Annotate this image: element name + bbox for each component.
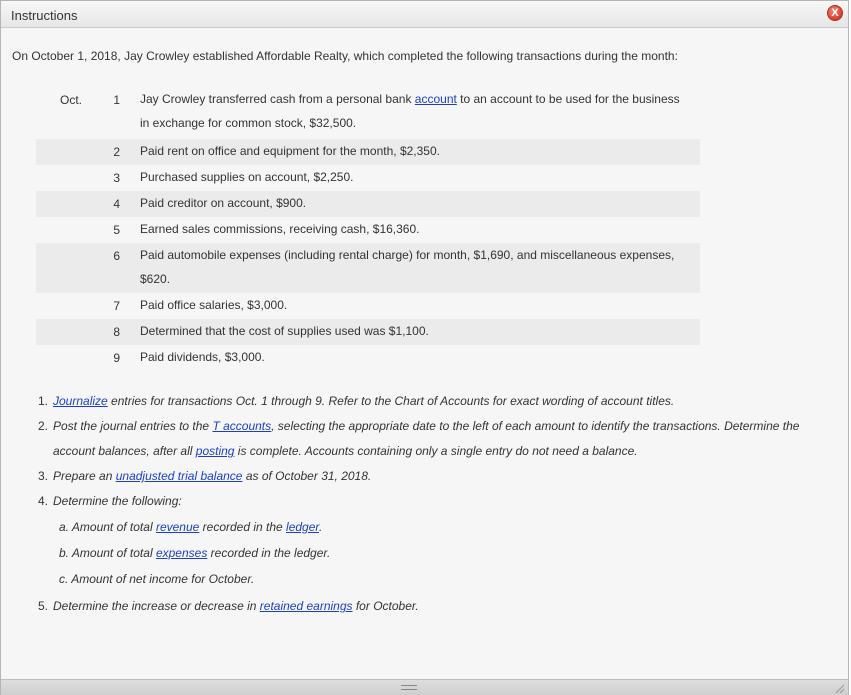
table-row [36, 345, 700, 371]
task-4c: c. Amount of net income for October. [59, 572, 255, 586]
table-row [36, 165, 700, 191]
task-1 [38, 389, 828, 414]
text-segment: a. Amount of total [59, 520, 156, 534]
transaction-text: Paid creditor on account, $900. [140, 196, 307, 210]
ledger-link[interactable]: ledger [286, 520, 319, 534]
transaction-text: Determined that the cost of supplies used was $1,100. [140, 324, 429, 338]
transaction-day: 7 [113, 299, 120, 313]
transaction-text: Paid automobile expenses (including rental charge) for month, $1,690, and miscellaneous expenses, $620. [140, 248, 675, 286]
title-bar[interactable] [1, 1, 848, 28]
task-number: 4. [38, 494, 49, 508]
task-number: 3. [38, 469, 49, 483]
retained-earnings-link[interactable]: retained earnings [259, 599, 353, 613]
transaction-text: Paid dividends, $3,000. [140, 350, 265, 364]
transaction-day: 3 [113, 171, 120, 185]
close-button[interactable] [827, 5, 843, 21]
drag-handle-icon[interactable] [401, 685, 417, 690]
expenses-link[interactable]: expenses [155, 546, 208, 560]
bottom-bar [1, 679, 848, 695]
resize-grip-icon[interactable] [833, 682, 845, 694]
text-segment: Prepare an [53, 469, 116, 483]
transaction-day: 4 [113, 197, 120, 211]
transactions-table [36, 87, 700, 371]
task-number: 2. [38, 419, 49, 433]
text-segment: is complete. Accounts containing only a single entry do not need a balance. [234, 444, 638, 458]
text-segment: entries for transactions Oct. 1 through 9. Refer to the Chart of Accounts for exact wording of account titles. [107, 394, 675, 408]
task-number: 5. [38, 599, 49, 613]
transaction-day: 6 [113, 249, 120, 263]
posting-link[interactable]: posting [195, 444, 235, 458]
task-5 [38, 594, 828, 619]
task-3 [38, 464, 828, 489]
close-icon: X [831, 7, 839, 19]
table-row [36, 87, 700, 139]
transaction-text: Earned sales commissions, receiving cash, $16,360. [140, 222, 420, 236]
task-4b [38, 540, 828, 566]
account-link[interactable]: account [414, 92, 457, 106]
table-row [36, 293, 700, 319]
task-number: 1. [38, 394, 49, 408]
text-segment: as of October 31, 2018. [242, 469, 372, 483]
text-segment: b. Amount of total [59, 546, 156, 560]
transaction-day: 8 [113, 325, 120, 339]
instructions-content [1, 29, 848, 679]
task-4a [38, 514, 828, 540]
transaction-day: 1 [113, 93, 120, 107]
window-title: Instructions [11, 8, 78, 23]
task-2 [38, 414, 828, 464]
table-row [36, 243, 700, 293]
table-row [36, 217, 700, 243]
transaction-text: Paid rent on office and equipment for the month, $2,350. [140, 144, 440, 158]
transaction-text [140, 87, 690, 135]
t-accounts-link[interactable]: T accounts [212, 419, 272, 433]
text-segment: for October. [352, 599, 419, 613]
transaction-text: Purchased supplies on account, $2,250. [140, 170, 354, 184]
transaction-day: 9 [113, 351, 120, 365]
transaction-day: 2 [113, 145, 120, 159]
text-segment: Post the journal entries to the [53, 419, 213, 433]
task-4 [38, 489, 828, 514]
text-segment: Determine the increase or decrease in [53, 599, 260, 613]
table-row [36, 139, 700, 165]
text-segment: recorded in the [199, 520, 287, 534]
transaction-month: Oct. [60, 93, 83, 107]
text-segment: Jay Crowley transferred cash from a personal bank [140, 92, 415, 106]
text-segment: recorded in the ledger. [207, 546, 331, 560]
transaction-day: 5 [113, 223, 120, 237]
text-segment: to an account to be used for the business in exchange for common stock, $32,500. [140, 92, 680, 130]
unadjusted-trial-balance-link[interactable]: unadjusted trial balance [115, 469, 243, 483]
table-row [36, 319, 700, 345]
task-text: Determine the following: [53, 494, 182, 508]
transaction-text: Paid office salaries, $3,000. [140, 298, 288, 312]
task-list [38, 389, 828, 619]
text-segment: , selecting the appropriate date to the left of each amount to identify the transactions. Determine the account balances, after all [53, 419, 800, 458]
intro-text: On October 1, 2018, Jay Crowley established Affordable Realty, which completed the following transactions during the month: [12, 49, 678, 63]
journalize-link[interactable]: Journalize [53, 394, 108, 408]
table-row [36, 191, 700, 217]
revenue-link[interactable]: revenue [155, 520, 200, 534]
text-segment: . [318, 520, 323, 534]
